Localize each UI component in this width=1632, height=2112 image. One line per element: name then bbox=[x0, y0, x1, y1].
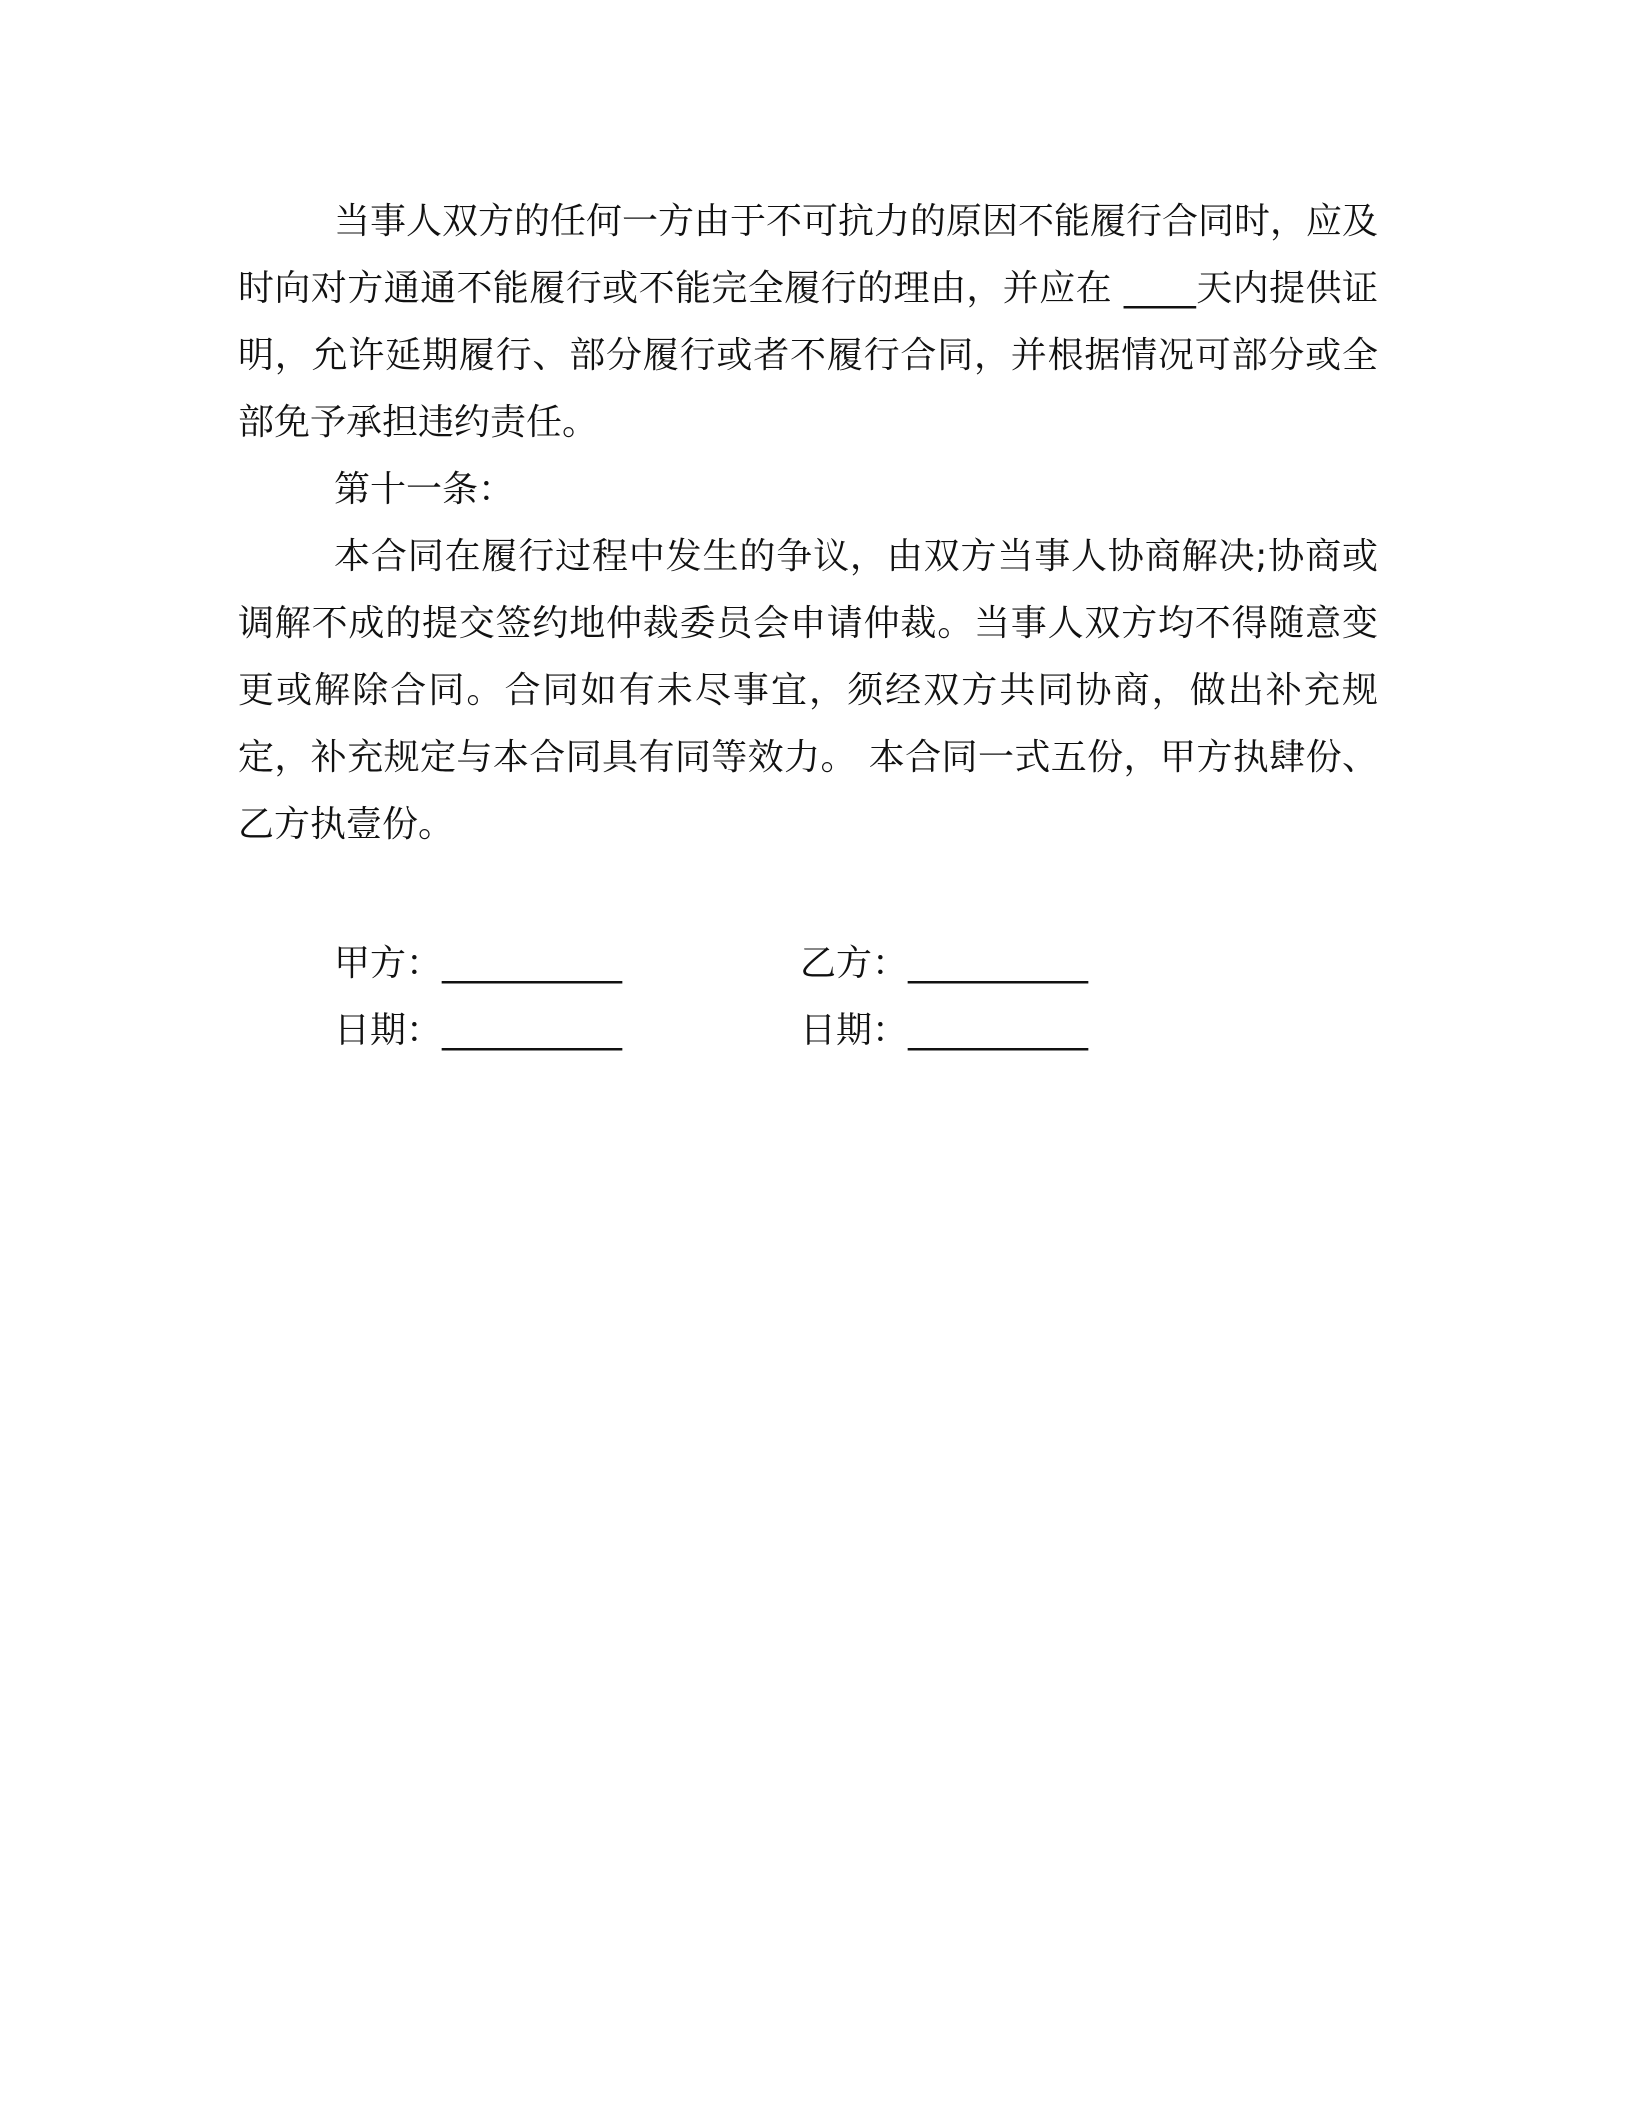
force-majeure-paragraph: 当事人双方的任何一方由于不可抗力的原因不能履行合同时，应及时向对方通通不能履行或不能完全履行的理由，并应在 ____天内提供证明，允许延期履行、部分履行或者不履行合同，并根据情况可部分或全部免予承担违约责任。 bbox=[238, 201, 1379, 443]
signature-block bbox=[334, 930, 1334, 1064]
signature-date-row bbox=[334, 997, 1334, 1064]
article-heading: 第十一条： bbox=[334, 469, 515, 510]
party-b-date-line: 日期：__________ bbox=[800, 1010, 1089, 1051]
party-a-date-line: 日期：__________ bbox=[334, 1010, 623, 1051]
document-body bbox=[238, 188, 1378, 858]
party-a-signature-line: 甲方：__________ bbox=[334, 943, 623, 984]
party-b-signature-line: 乙方：__________ bbox=[800, 943, 1089, 984]
dispute-resolution-paragraph: 本合同在履行过程中发生的争议，由双方当事人协商解决;协商或调解不成的提交签约地仲裁委员会申请仲裁。当事人双方均不得随意变更或解除合同。合同如有未尽事宜，须经双方共同协商，做出补充规定，补充规定与本合同具有同等效力。 本合同一式五份，甲方执肆份、乙方执壹份。 bbox=[238, 536, 1378, 845]
signature-party-row bbox=[334, 930, 1334, 997]
